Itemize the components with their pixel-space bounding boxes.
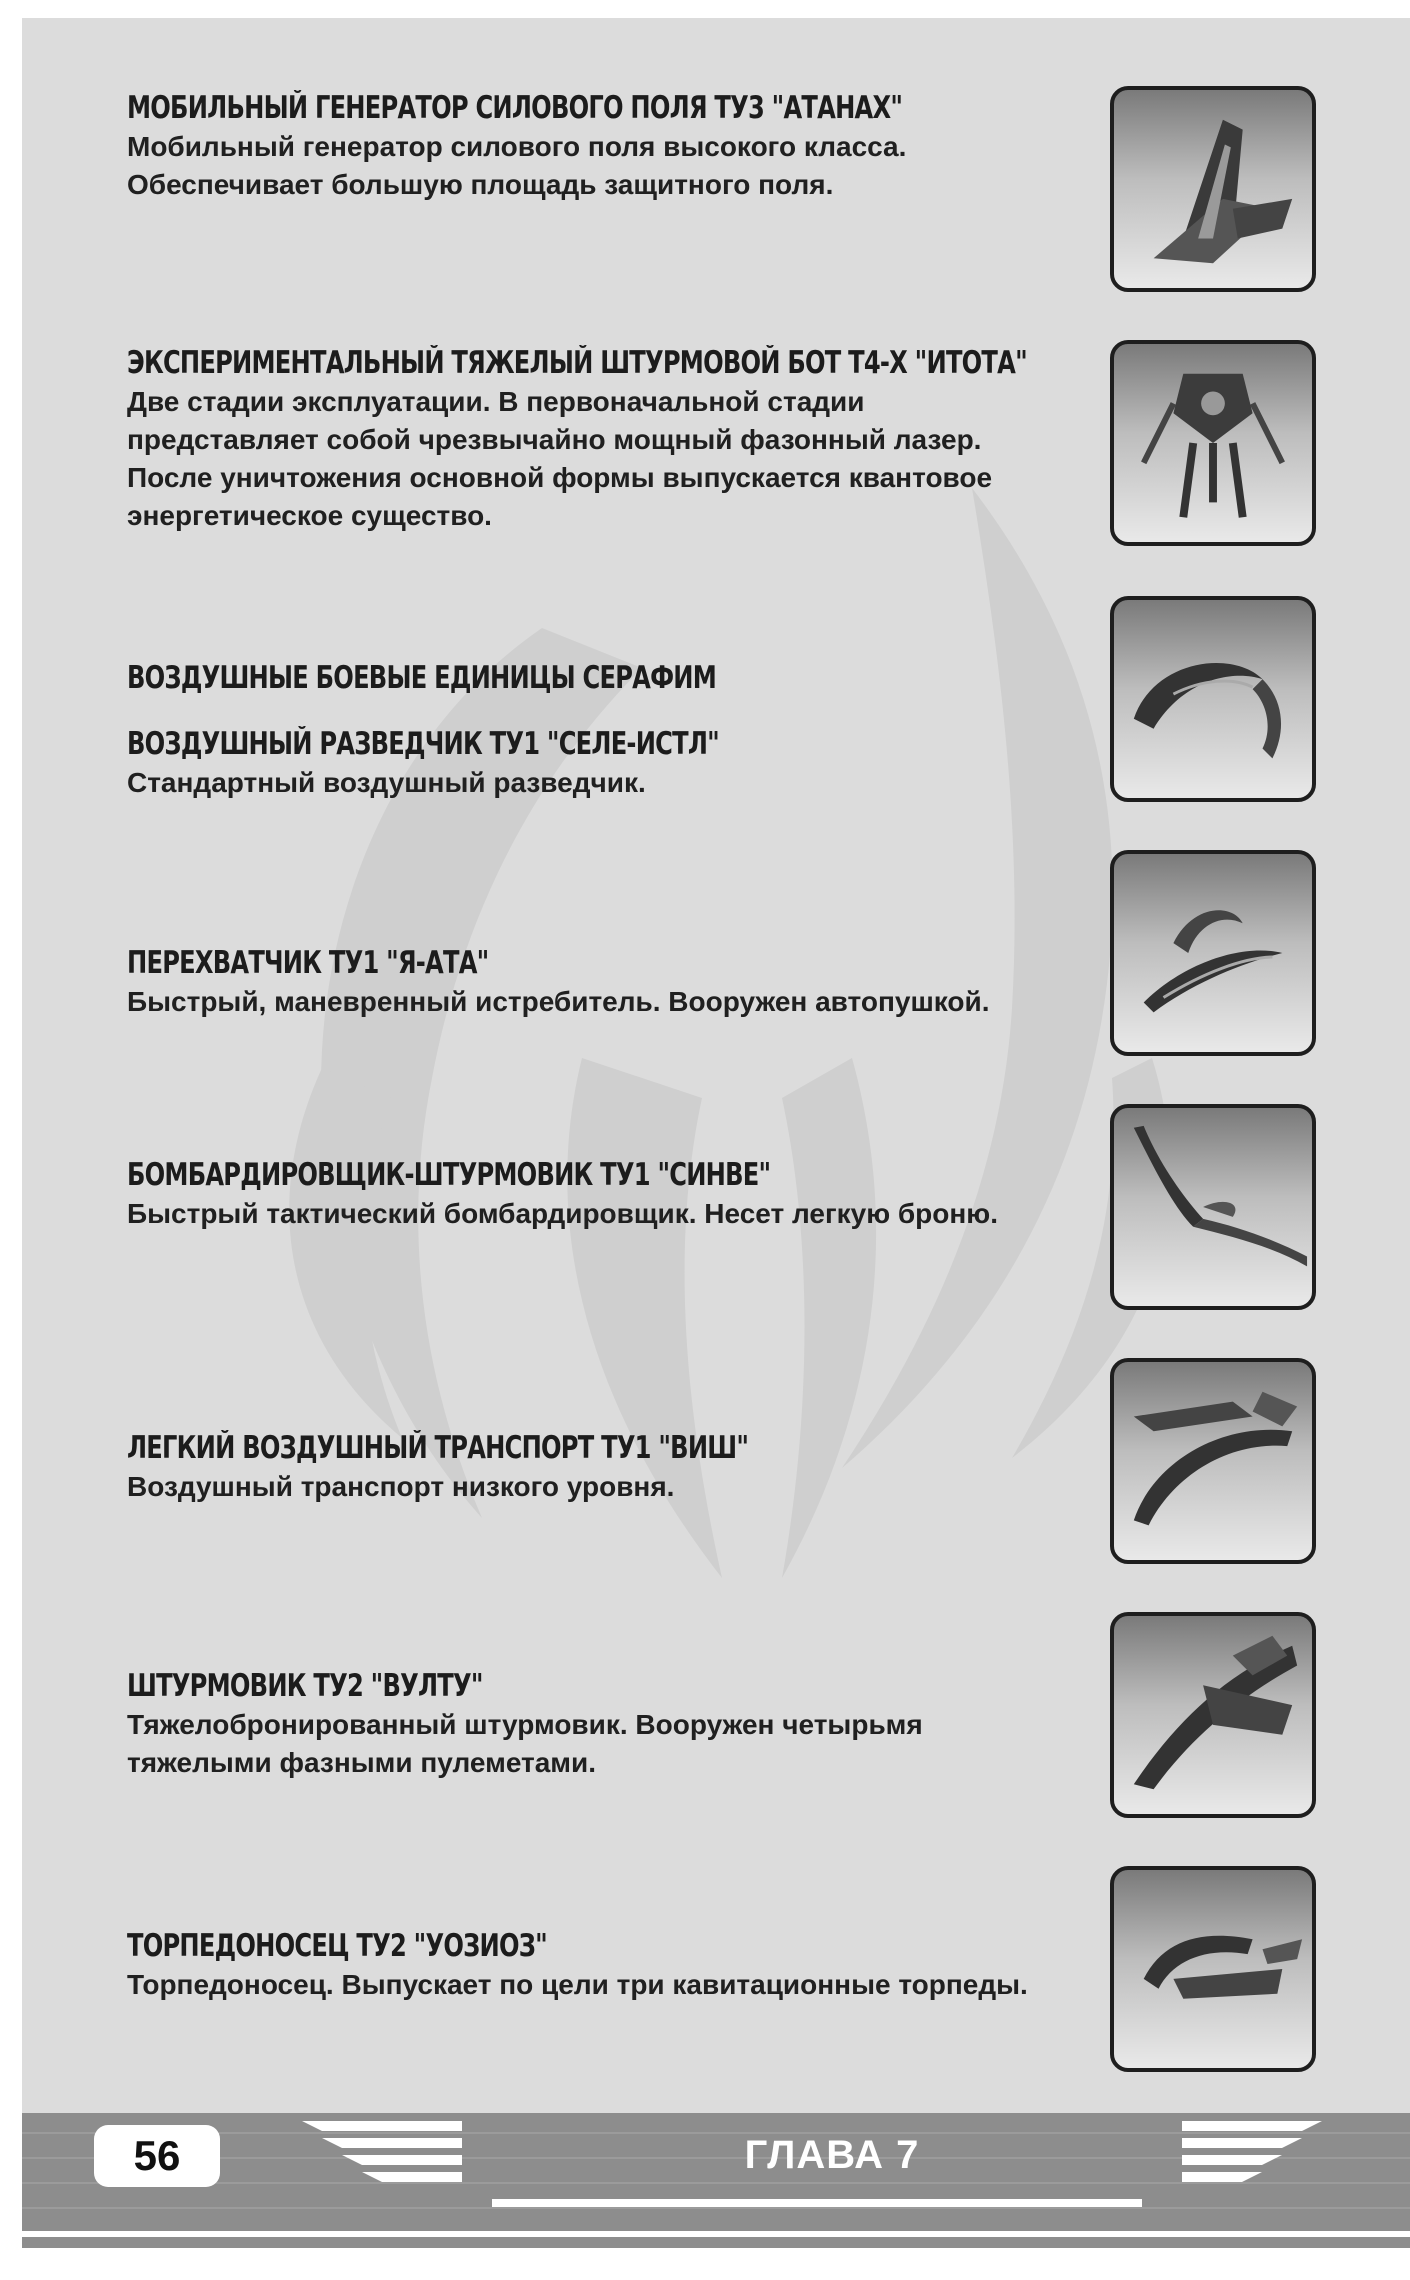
unit-title: ЛЕГКИЙ ВОЗДУШНЫЙ ТРАНСПОРТ ТУ1 "ВИШ" (127, 1430, 749, 1466)
unit-description-line: представляет собой чрезвычайно мощный фазонный лазер. (127, 424, 982, 455)
unit-description-line: Быстрый, маневренный истребитель. Вооружен автопушкой. (127, 986, 990, 1017)
section-title: ВОЗДУШНЫЕ БОЕВЫЕ ЕДИНИЦЫ СЕРАФИМ (127, 660, 717, 696)
unit-title: БОМБАРДИРОВЩИК-ШТУРМОВИК ТУ1 "СИНВЕ" (127, 1157, 771, 1193)
unit-description-line: энергетическое существо. (127, 500, 492, 531)
page-number: 56 (94, 2125, 220, 2187)
unit-entry (127, 1926, 1087, 2004)
unit-description-line: После уничтожения основной формы выпускается квантовое (127, 462, 993, 493)
gunship-image (1110, 1612, 1316, 1818)
unit-title: ЭКСПЕРИМЕНТАЛЬНЫЙ ТЯЖЕЛЫЙ ШТУРМОВОЙ БОТ Т4-Х "ИТОТА" (127, 345, 1027, 381)
interceptor-image (1110, 850, 1316, 1056)
unit-title: ТОРПЕДОНОСЕЦ ТУ2 "УОЗИОЗ" (127, 1928, 547, 1964)
unit-entry (127, 658, 1087, 802)
unit-entry (127, 1666, 1087, 1782)
unit-entry (127, 1428, 1087, 1506)
unit-entry (127, 88, 1087, 204)
unit-entry (127, 1155, 1087, 1233)
chapter-label: ГЛАВА 7 (744, 2133, 920, 2177)
unit-entry (127, 343, 1087, 535)
unit-description-line: тяжелыми фазными пулеметами. (127, 1747, 597, 1778)
unit-description-line: Тяжелобронированный штурмовик. Вооружен четырьмя (127, 1709, 923, 1740)
mobile-shield-generator-image (1110, 86, 1316, 292)
unit-description-line: Воздушный транспорт низкого уровня. (127, 1471, 675, 1502)
unit-description-line: Обеспечивает большую площадь защитного поля. (127, 169, 834, 200)
air-scout-image (1110, 596, 1316, 802)
page-footer (22, 2113, 1410, 2248)
unit-title: ШТУРМОВИК ТУ2 "ВУЛТУ" (127, 1668, 483, 1704)
unit-title: ВОЗДУШНЫЙ РАЗВЕДЧИК ТУ1 "СЕЛЕ-ИСТЛ" (127, 726, 719, 762)
manual-page (22, 18, 1410, 2248)
torpedo-bomber-image (1110, 1866, 1316, 2072)
bomber-image (1110, 1104, 1316, 1310)
unit-description-line: Торпедоносец. Выпускает по цели три кавитационные торпеды. (127, 1969, 1028, 2000)
unit-entry (127, 943, 1087, 1021)
assault-bot-image (1110, 340, 1316, 546)
unit-description-line: Быстрый тактический бомбардировщик. Несет легкую броню. (127, 1198, 998, 1229)
unit-description-line: Две стадии эксплуатации. В первоначальной стадии (127, 386, 865, 417)
air-transport-image (1110, 1358, 1316, 1564)
unit-description-line: Стандартный воздушный разведчик. (127, 767, 646, 798)
unit-description-line: Мобильный генератор силового поля высокого класса. (127, 131, 907, 162)
unit-title: МОБИЛЬНЫЙ ГЕНЕРАТОР СИЛОВОГО ПОЛЯ ТУ3 "АТАНАХ" (127, 90, 903, 126)
unit-title: ПЕРЕХВАТЧИК ТУ1 "Я-АТА" (127, 945, 489, 981)
